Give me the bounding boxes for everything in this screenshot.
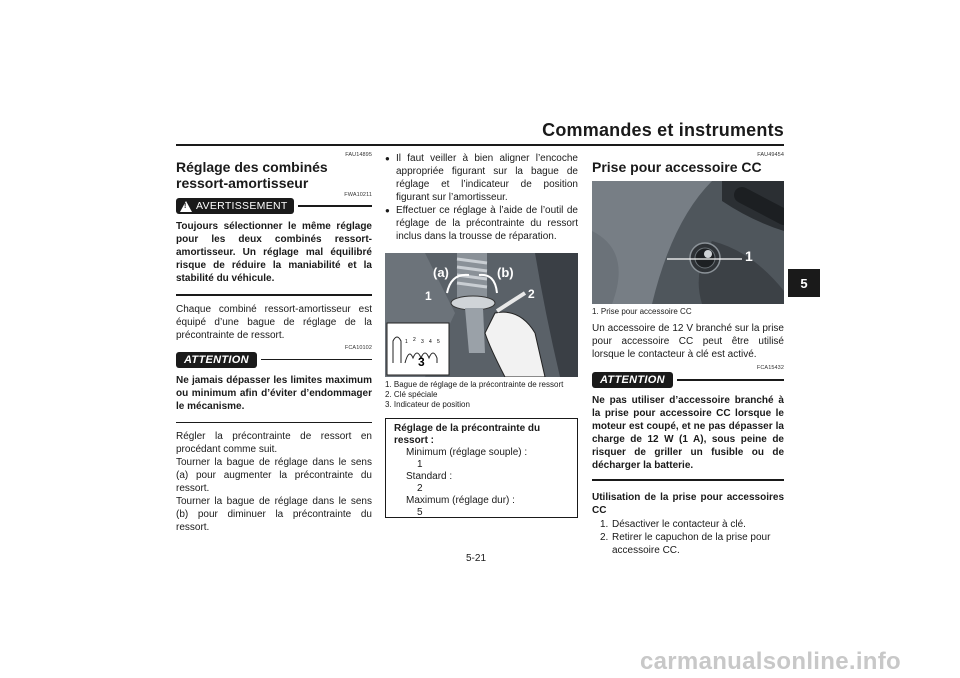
- spec-box: [385, 418, 578, 518]
- warning-end-rule: [176, 294, 372, 296]
- spec-value: 2: [417, 483, 423, 494]
- bullet-list: [385, 152, 578, 243]
- caption: 3. Indicateur de position: [385, 400, 470, 409]
- scale-label: 4: [429, 339, 432, 345]
- step-list: [592, 518, 784, 557]
- attention-badge: ATTENTION: [592, 372, 673, 388]
- warning-triangle-icon: !: [180, 201, 192, 212]
- subsection-title: Utilisation de la prise pour accessoires CC: [592, 491, 784, 516]
- warning-code: FWA10211: [344, 192, 372, 198]
- paragraph: Chaque combiné ressort-amortisseur est équipé d’une bague de réglage de la précontrainte de ressort.: [176, 303, 372, 341]
- warning-text: Toujours sélectionner le même réglage pour les deux combinés ressort-amortisseur. Un réglage mal équilibré risque de réduire la maniabilité et la stabilité du véhicule.: [176, 221, 372, 284]
- section-code: FAU14895: [345, 152, 372, 158]
- paragraph: Tourner la bague de réglage dans le sens (b) pour diminuer la précontrainte du ressort.: [176, 496, 372, 533]
- column-2: [385, 152, 578, 518]
- attention-code: FCA10102: [344, 344, 372, 351]
- attention-text: Ne jamais dépasser les limites maximum ou minimum afin d’éviter d’endommager le mécanisme.: [176, 374, 372, 412]
- shock-absorber-illustration: [385, 253, 578, 377]
- warning-rule: [298, 205, 372, 207]
- attention-end-rule: [592, 479, 784, 481]
- scale-label: 2: [413, 337, 416, 343]
- attention-code: FCA15432: [756, 365, 784, 371]
- page-header-title: Commandes et instruments: [542, 120, 784, 140]
- figure-label-a: (a): [433, 265, 449, 280]
- figure-label-2: 2: [528, 287, 535, 301]
- figure-label-3: 3: [418, 355, 425, 369]
- figure-captions: [385, 380, 578, 410]
- spec-value: 1: [417, 459, 423, 470]
- scale-label: 3: [421, 339, 424, 345]
- attention-end-rule: [176, 422, 372, 424]
- column-3: [592, 152, 784, 557]
- section-title: Réglage des combinés ressort-amortisseur: [176, 159, 328, 191]
- figure-label-1: 1: [745, 248, 753, 264]
- attention-rule: [261, 359, 372, 361]
- spec-title: Réglage de la précontrainte du ressort :: [394, 423, 541, 446]
- attention-header: [592, 372, 784, 388]
- list-item: 2. Retirer le capuchon de la prise pour accessoire CC.: [600, 531, 771, 556]
- caption: 1. Bague de réglage de la précontrainte de ressort: [385, 380, 564, 389]
- page-number: 5-21: [466, 553, 487, 564]
- attention-badge: ATTENTION: [176, 352, 257, 368]
- attention-rule: [677, 379, 784, 381]
- list-item: ● Effectuer ce réglage à l’aide de l’outil de réglage de la précontrainte du ressort inclus dans la trousse de réparation.: [385, 204, 578, 243]
- warning-header: [176, 198, 372, 214]
- spec-label: Minimum (réglage souple) :: [406, 447, 528, 458]
- accessory-socket-figure: [592, 181, 784, 304]
- attention-text: Ne pas utiliser d’accessoire branché à la prise pour accessoire CC lorsque le moteur est coupé, et ne pas dépasser la charge de 12 W (1 A), sous peine de risquer de griller un fusible ou de décharger la batterie.: [592, 395, 784, 471]
- figure-label-b: (b): [497, 265, 514, 280]
- chapter-tab[interactable]: 5: [788, 269, 820, 297]
- paragraph: Tourner la bague de réglage dans le sens (a) pour augmenter la précontrainte du ressort.: [176, 457, 372, 494]
- header-rule: [176, 144, 784, 146]
- scale-label: 1: [405, 339, 408, 345]
- caption: 2. Clé spéciale: [385, 390, 438, 399]
- paragraph: Un accessoire de 12 V branché sur la prise pour accessoire CC peut être utilisé lorsque le contacteur à clé est activé.: [592, 323, 784, 360]
- accessory-socket-illustration: [592, 181, 784, 304]
- figure-label-1: 1: [425, 289, 432, 303]
- shock-absorber-figure: [385, 253, 578, 377]
- column-1: [176, 152, 372, 534]
- figure-caption: [592, 307, 784, 317]
- list-item: 1. Désactiver le contacteur à clé.: [600, 518, 746, 530]
- attention-header: [176, 352, 372, 368]
- watermark: carmanualsonline.info: [640, 648, 902, 675]
- paragraph: Régler la précontrainte de ressort en procédant comme suit.: [176, 431, 372, 455]
- spec-label: Maximum (réglage dur) :: [406, 495, 515, 506]
- caption: 1. Prise pour accessoire CC: [592, 307, 692, 316]
- spec-label: Standard :: [406, 471, 453, 482]
- warning-label: AVERTISSEMENT: [196, 200, 288, 212]
- spec-value: 5: [417, 507, 423, 518]
- scale-label: 5: [437, 339, 440, 345]
- section-title: Prise pour accessoire CC: [592, 159, 762, 175]
- list-item: ● Il faut veiller à bien aligner l’encoche appropriée figurant sur la bague de réglage et l’indicateur de position figurant sur l’amortisseur.: [385, 152, 578, 204]
- section-code: FAU49454: [757, 152, 784, 158]
- warning-badge: [176, 198, 294, 214]
